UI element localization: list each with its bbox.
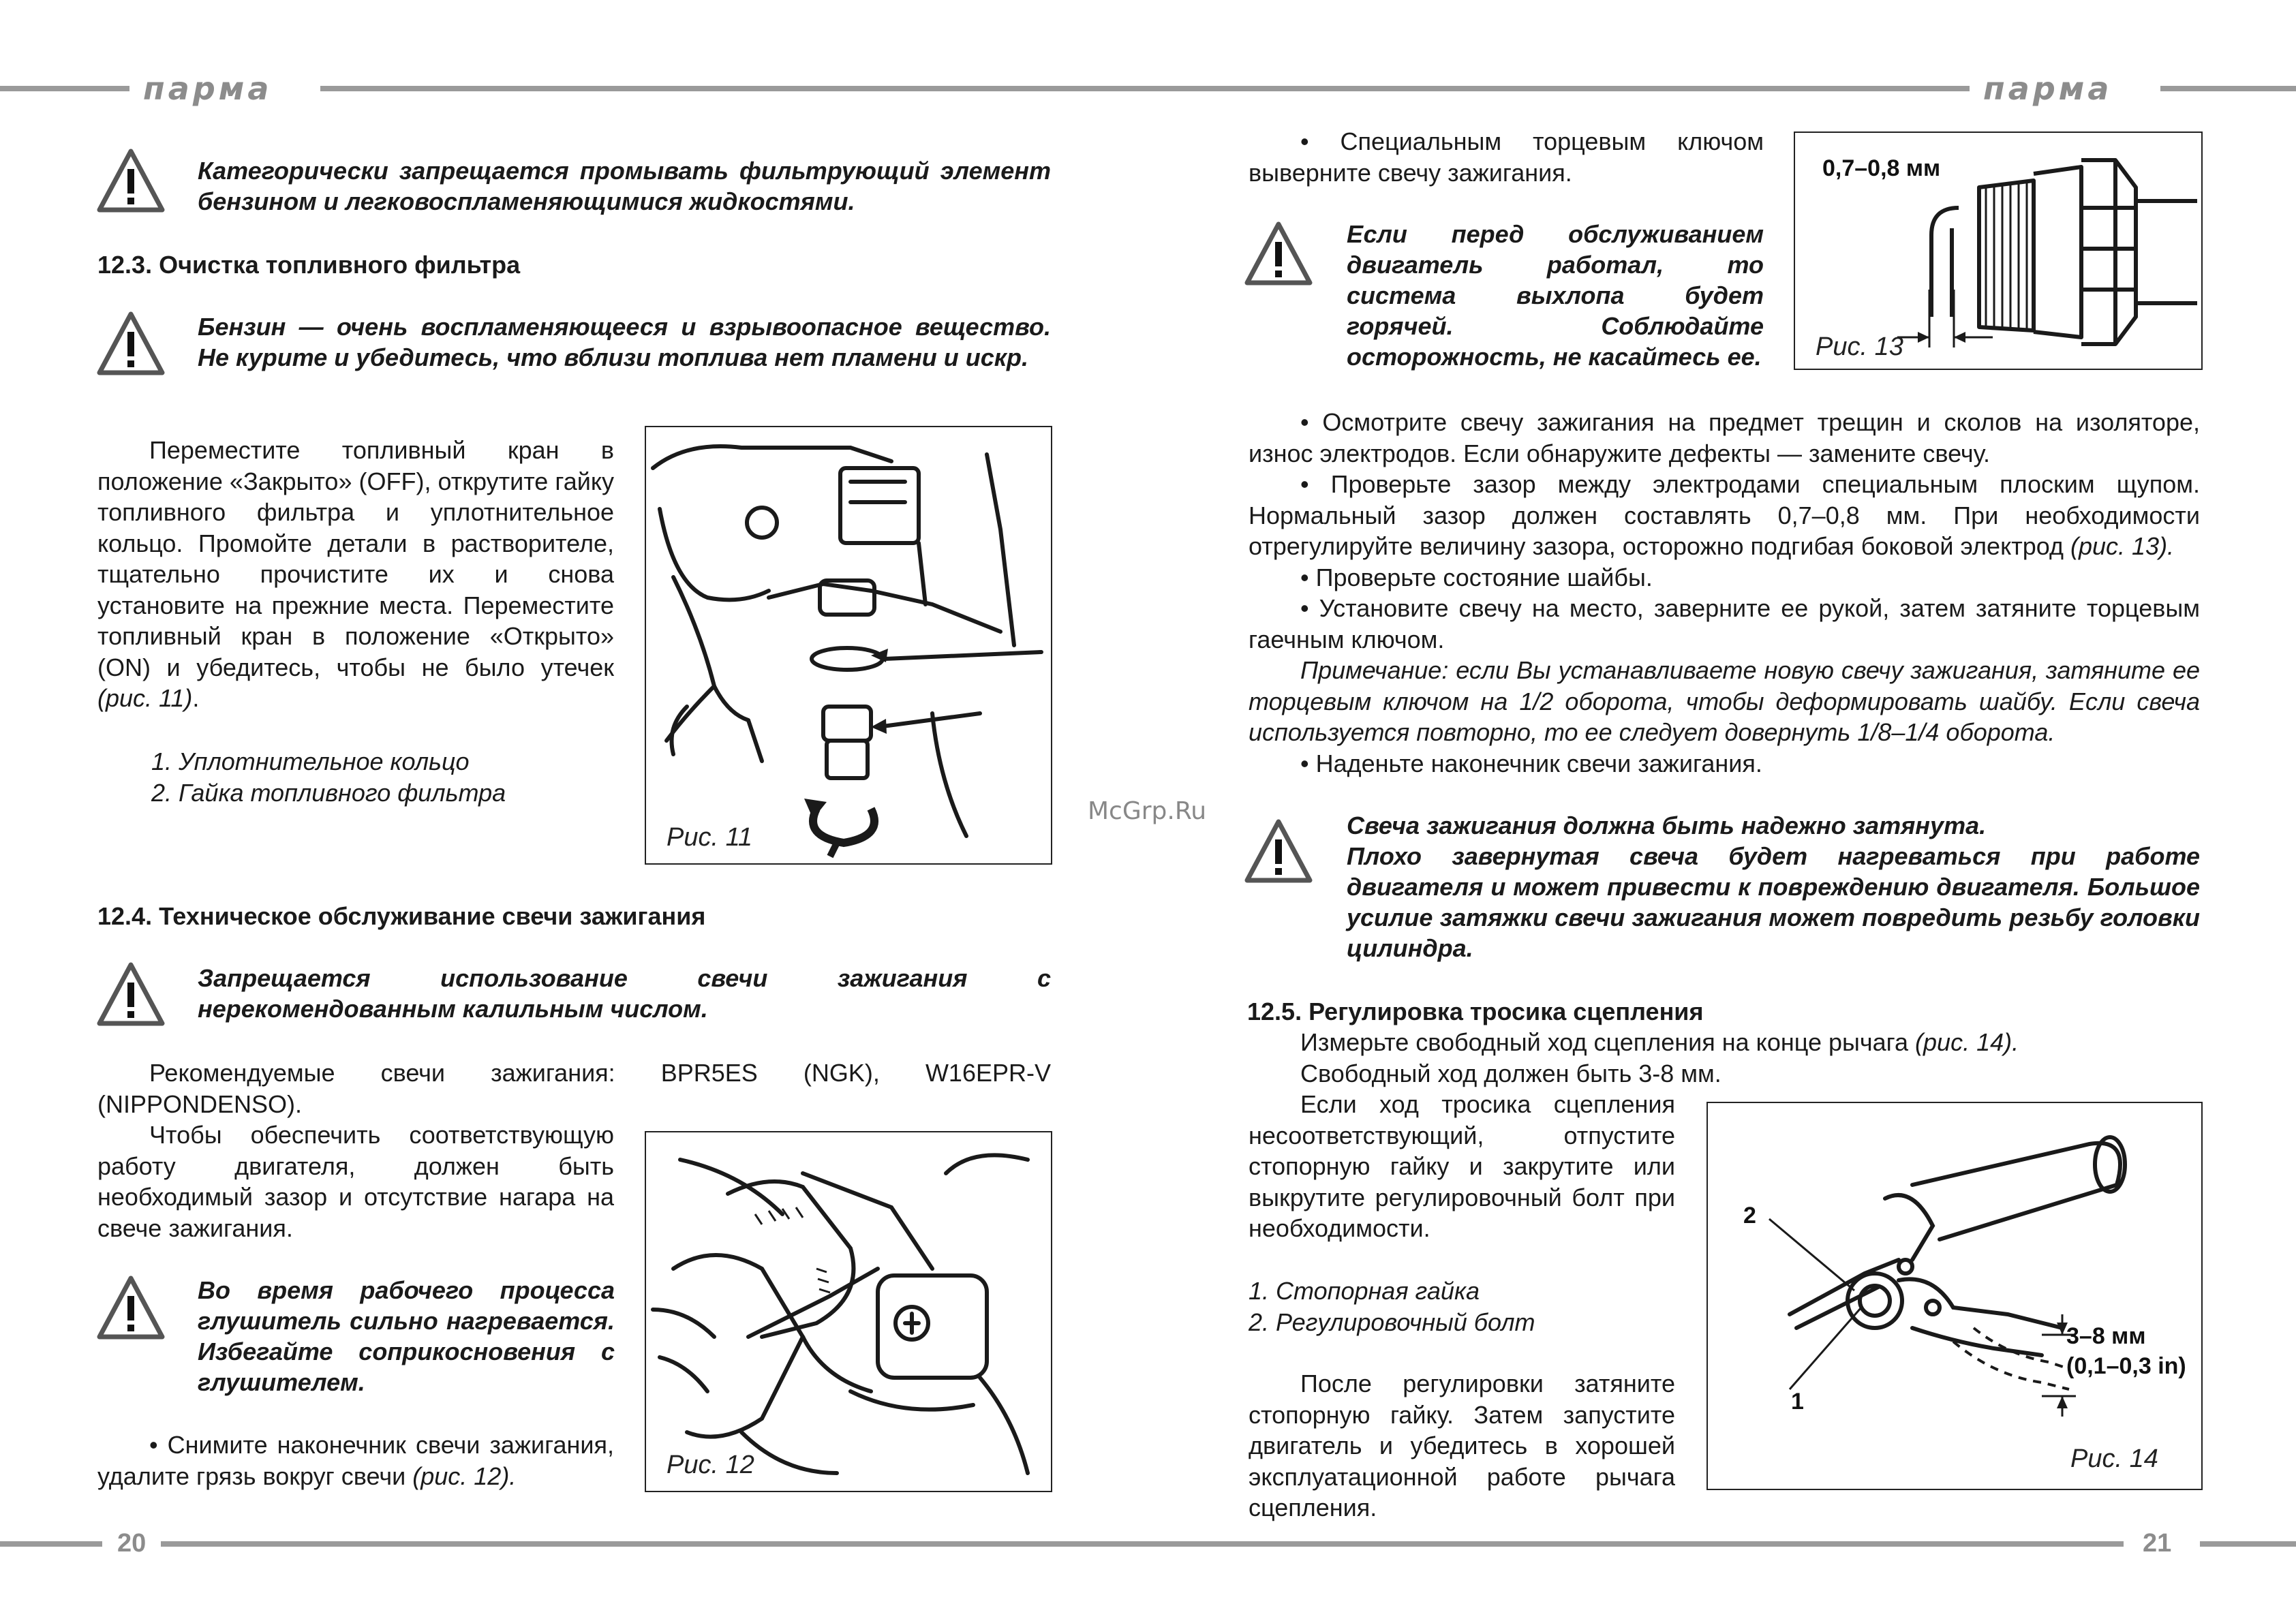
footer-rule-left [0, 1541, 102, 1547]
fuel-filter-parts-list [151, 746, 506, 809]
figure-11-caption: Рис. 11 [667, 823, 753, 852]
remove-plug-cap: • Снимите наконечник свечи зажигания, удалите грязь вокруг свечи (рис. 12). [97, 1431, 614, 1490]
clutch-lever-drawing [1708, 1103, 2201, 1489]
header-rule-center [320, 86, 1970, 91]
header-rule-left [0, 86, 129, 91]
warning-text-petrol: Бензин — очень воспламеняющееся и взрывоопасное вещество. Не курите и убедитесь, что вблизи топлива нет пламени и искр. [198, 313, 1051, 371]
figure-13-plug-gap [1794, 132, 2203, 370]
figure-12-plug-wrench [645, 1131, 1052, 1492]
clutch-adjust: Если ход тросика сцепления несоответствующий, отпустите стопорную гайку и закрутите или выкрутите регулировочный болт при необходимости. [1249, 1090, 1675, 1242]
header-rule-right [2160, 86, 2296, 91]
warning-icon [97, 1274, 165, 1342]
footer-rule-center [161, 1541, 2124, 1547]
list-item: 1. Уплотнительное кольцо [151, 747, 470, 775]
warning-text-muffler: Во время рабочего процесса глушитель сильно нагревается. Избегайте соприкосновения с глушителем. [198, 1276, 615, 1396]
list-item: 1. Стопорная гайка [1249, 1277, 1480, 1305]
warning-icon [97, 310, 165, 378]
section-heading-12-3: 12.3. Очистка топливного фильтра [97, 251, 521, 279]
clutch-after-adjust: После регулировки затяните стопорную гайку. Затем запустите двигатель и убедитесь в хорошей эксплуатационной работе рычага сцепления. [1249, 1370, 1675, 1521]
figure-14-caption: Рис. 14 [2070, 1444, 2158, 1473]
figure-12-caption: Рис. 12 [667, 1451, 754, 1479]
footer-rule-right [2200, 1541, 2296, 1547]
page-number-left: 20 [117, 1529, 147, 1558]
clutch-measure: Измерьте свободный ход сцепления на конце рычага (рис. 14). Свободный ход должен быть 3-8 мм. [1300, 1028, 2019, 1087]
figure-14-label-2: 2 [1743, 1203, 1756, 1228]
fuel-filter-drawing [646, 427, 1051, 863]
figure-14-label-1: 1 [1791, 1389, 1804, 1415]
warning-text-heat-range: Запрещается использование свечи зажигания с нерекомендованным калильным числом. [198, 964, 1051, 1023]
recommended-plugs: Рекомендуемые свечи зажигания: BPR5ES (NGK), W16EPR-V (NIPPONDENSO). [97, 1059, 1051, 1118]
watermark: McGrp.Ru [1088, 797, 1207, 825]
warning-text-hot-exhaust: Если перед обслуживанием двигатель работал, то система выхлопа будет горячей. Соблюдайте осторожность, не касайтесь ее. [1347, 220, 1764, 371]
figure-13-caption: Рис. 13 [1816, 333, 1903, 361]
warning-icon [97, 961, 165, 1029]
figure-11-fuel-filter [645, 426, 1052, 865]
warning-icon [97, 147, 165, 215]
logo-right: парма [1983, 70, 2113, 107]
figure-14-range-in: (0,1–0,3 in) [2066, 1353, 2186, 1379]
clutch-parts-list [1249, 1276, 1535, 1338]
plug-inspection-steps: • Осмотрите свечу зажигания на предмет трещин и сколов на изоляторе, износ электродов. Если обнаружите дефекты — замените свечу. • Проверьте зазор между электродами специальным плоским щупом. Нормальный зазор должен составлять 0,7–0,8 мм. При необходимости отрегулируйте величину зазора, осторожно подгибая боковой электрод (рис. 13). • Проверьте состояние шайбы. • Установите свечу на место, заверните ее рукой, затем затяните торцевым гаечным ключом. Примечание: если Вы устанавливаете новую свечу зажигания, затяните ее торцевым ключом на 1/2 оборота, чтобы деформировать шайбу. Если свеча используется повторно, то ее следует довернуть 1/8–1/4 оборота. • Наденьте наконечник свечи зажигания. [1249, 408, 2200, 777]
figure-13-gap-label: 0,7–0,8 мм [1822, 155, 1941, 181]
section-heading-12-4: 12.4. Техническое обслуживание свечи зажигания [97, 902, 706, 930]
warning-text-plug-torque: Свеча зажигания должна быть надежно затянута. Плохо завернутая свеча будет нагреваться при работе двигателя и может привести к повреждению двигателя. Большое усилие затяжки свечи зажигания может повредить резьбу головки цилиндра. [1347, 812, 2200, 962]
warning-icon [1244, 220, 1313, 288]
unscrew-plug: • Специальным торцевым ключом выверните свечу зажигания. [1249, 127, 1764, 187]
logo-left: парма [143, 70, 273, 107]
spark-plug-wrench-drawing [646, 1132, 1051, 1491]
page-number-right: 21 [2143, 1529, 2172, 1558]
list-item: 2. Регулировочный болт [1249, 1308, 1535, 1336]
warning-icon [1244, 818, 1313, 886]
list-item: 2. Гайка топливного фильтра [151, 779, 506, 807]
figure-14-clutch-lever [1706, 1102, 2203, 1490]
section-heading-12-5: 12.5. Регулировка тросика сцепления [1247, 998, 1704, 1025]
plug-gap-intro: Чтобы обеспечить соответствующую работу двигателя, должен быть необходимый зазор и отсутствие нагара на свече зажигания. [97, 1121, 614, 1242]
figure-14-range-mm: 3–8 мм [2066, 1323, 2146, 1349]
warning-text-filter-wash: Категорически запрещается промывать фильтрующий элемент бензином и легковоспламеняющимися жидкостями. [198, 157, 1051, 215]
fuel-filter-instructions: Переместите топливный кран в положение «Закрыто» (OFF), открутите гайку топливного фильтра и уплотнительное кольцо. Промойте детали в растворителе, тщательно прочистите их и снова установите на прежние места. Переместите топливный кран в положение «Открыто» (ON) и убедитесь, чтобы не было утечек (рис. 11). [97, 436, 614, 712]
